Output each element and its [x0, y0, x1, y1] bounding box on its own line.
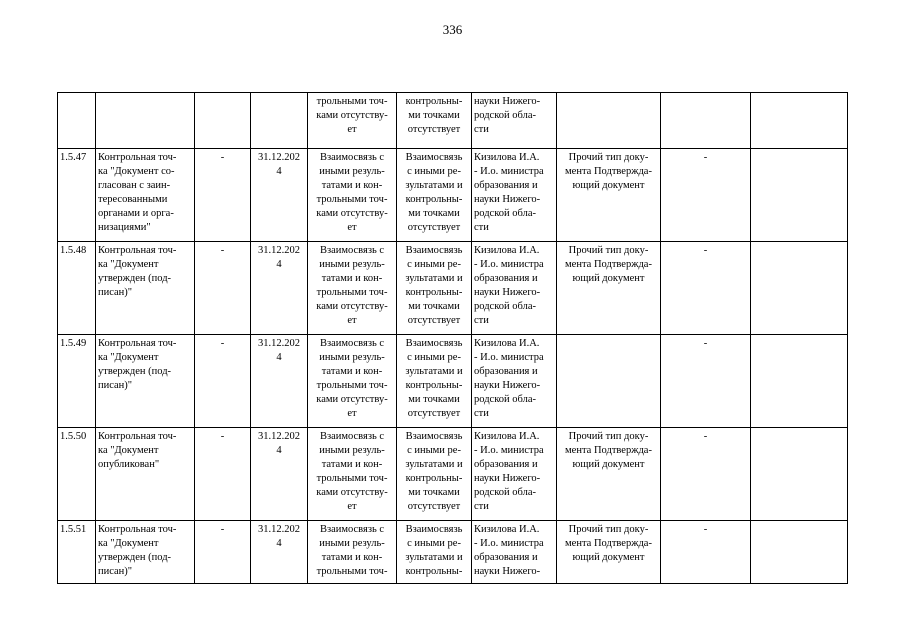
row-number-cell	[58, 93, 96, 149]
extra-value: -	[703, 338, 708, 349]
doc-type: Прочий тип доку- мента Подтвержда- ющий документ	[565, 524, 652, 563]
row-number: 1.5.49	[60, 338, 87, 349]
last-cell	[751, 521, 848, 584]
relation-results: Взаимосвязь с иными резуль- татами и кон- трольными точ- ками отсутству- ет	[316, 431, 388, 512]
last-cell	[751, 93, 848, 149]
table-row	[58, 93, 848, 149]
row-number-cell	[58, 149, 96, 242]
doc-type-cell	[557, 242, 661, 335]
extra-value: -	[703, 431, 708, 442]
relation-results: трольными точ- ками отсутству- ет	[316, 96, 388, 135]
relation-points: Взаимосвязь с иными ре- зультатами и контрольны-	[405, 524, 463, 577]
control-point-name-cell	[96, 521, 195, 584]
dash-value: -	[220, 524, 225, 535]
date-cell	[251, 93, 308, 149]
row-number-cell	[58, 428, 96, 521]
dash-cell	[195, 521, 251, 584]
relation-results: Взаимосвязь с иными резуль- татами и кон- трольными точ- ками отсутству- ет	[316, 245, 388, 326]
page-number: 336	[442, 22, 463, 37]
table-row	[58, 149, 848, 242]
control-point-name: Контрольная точ- ка "Документ со- гласован с заин- тересованными органами и орга- низациями"	[98, 152, 177, 233]
date-value: 31.12.202 4	[258, 431, 300, 456]
executor-cell	[472, 93, 557, 149]
executor-cell	[472, 149, 557, 242]
doc-type: Прочий тип доку- мента Подтвержда- ющий документ	[565, 152, 652, 191]
relation-points: Взаимосвязь с иными ре- зультатами и контрольны- ми точками отсутствует	[405, 431, 463, 512]
control-point-name: Контрольная точ- ка "Документ утвержден (под- писан)"	[98, 338, 177, 391]
relation-points-cell	[397, 335, 472, 428]
executor-cell	[472, 242, 557, 335]
last-cell	[751, 149, 848, 242]
row-number-cell	[58, 335, 96, 428]
relation-points-cell	[397, 428, 472, 521]
date-cell	[251, 242, 308, 335]
extra-cell	[661, 335, 751, 428]
doc-type: Прочий тип доку- мента Подтвержда- ющий документ	[565, 431, 652, 470]
control-point-name-cell	[96, 149, 195, 242]
control-points-table	[57, 92, 848, 584]
relation-results-cell	[308, 149, 397, 242]
extra-cell	[661, 93, 751, 149]
control-point-name: Контрольная точ- ка "Документ утвержден (под- писан)"	[98, 524, 177, 577]
doc-type-cell	[557, 149, 661, 242]
relation-results: Взаимосвязь с иными резуль- татами и кон- трольными точ- ками отсутству- ет	[316, 338, 388, 419]
extra-cell	[661, 149, 751, 242]
last-cell	[751, 428, 848, 521]
dash-cell	[195, 149, 251, 242]
executor: Кизилова И.А. - И.о. министра образования и науки Нижего- родской обла- сти	[474, 338, 544, 419]
row-number: 1.5.51	[60, 524, 87, 535]
dash-cell	[195, 93, 251, 149]
table-row	[58, 335, 848, 428]
relation-points-cell	[397, 521, 472, 584]
row-number: 1.5.48	[60, 245, 87, 256]
doc-type-cell	[557, 93, 661, 149]
dash-value: -	[220, 152, 225, 163]
table-row	[58, 242, 848, 335]
doc-type-cell	[557, 335, 661, 428]
row-number-cell	[58, 521, 96, 584]
executor-cell	[472, 521, 557, 584]
date-cell	[251, 149, 308, 242]
relation-points: Взаимосвязь с иными ре- зультатами и контрольны- ми точками отсутствует	[405, 245, 463, 326]
relation-points-cell	[397, 93, 472, 149]
extra-cell	[661, 242, 751, 335]
date-cell	[251, 335, 308, 428]
extra-value: -	[703, 245, 708, 256]
relation-results-cell	[308, 521, 397, 584]
control-point-name: Контрольная точ- ка "Документ утвержден (под- писан)"	[98, 245, 177, 298]
date-value: 31.12.202 4	[258, 152, 300, 177]
date-cell	[251, 428, 308, 521]
executor: Кизилова И.А. - И.о. министра образования и науки Нижего- родской обла- сти	[474, 431, 544, 512]
table-row	[58, 428, 848, 521]
relation-points: Взаимосвязь с иными ре- зультатами и контрольны- ми точками отсутствует	[405, 338, 463, 419]
table-row	[58, 521, 848, 584]
dash-cell	[195, 335, 251, 428]
relation-points: Взаимосвязь с иными ре- зультатами и контрольны- ми точками отсутствует	[405, 152, 463, 233]
last-cell	[751, 242, 848, 335]
date-value: 31.12.202 4	[258, 338, 300, 363]
dash-value: -	[220, 431, 225, 442]
dash-cell	[195, 428, 251, 521]
dash-cell	[195, 242, 251, 335]
relation-points: контрольны- ми точками отсутствует	[405, 96, 463, 135]
date-value: 31.12.202 4	[258, 524, 300, 549]
executor: Кизилова И.А. - И.о. министра образования и науки Нижего-	[474, 524, 544, 577]
executor-cell	[472, 335, 557, 428]
doc-type-cell	[557, 521, 661, 584]
date-cell	[251, 521, 308, 584]
doc-type-cell	[557, 428, 661, 521]
executor-cell	[472, 428, 557, 521]
last-cell	[751, 335, 848, 428]
executor: науки Нижего- родской обла- сти	[474, 96, 541, 135]
control-point-name-cell	[96, 428, 195, 521]
extra-value: -	[703, 152, 708, 163]
dash-value: -	[220, 245, 225, 256]
executor: Кизилова И.А. - И.о. министра образования и науки Нижего- родской обла- сти	[474, 245, 544, 326]
relation-results: Взаимосвязь с иными резуль- татами и кон- трольными точ-	[316, 524, 388, 577]
dash-value: -	[220, 338, 225, 349]
relation-points-cell	[397, 149, 472, 242]
row-number-cell	[58, 242, 96, 335]
relation-results-cell	[308, 428, 397, 521]
relation-results-cell	[308, 93, 397, 149]
relation-points-cell	[397, 242, 472, 335]
extra-cell	[661, 521, 751, 584]
control-point-name: Контрольная точ- ка "Документ опубликован"	[98, 431, 177, 470]
control-point-name-cell	[96, 335, 195, 428]
row-number: 1.5.47	[60, 152, 87, 163]
row-number: 1.5.50	[60, 431, 87, 442]
date-value: 31.12.202 4	[258, 245, 300, 270]
control-point-name-cell	[96, 242, 195, 335]
relation-results-cell	[308, 335, 397, 428]
extra-value: -	[703, 524, 708, 535]
executor: Кизилова И.А. - И.о. министра образования и науки Нижего- родской обла- сти	[474, 152, 544, 233]
extra-cell	[661, 428, 751, 521]
control-point-name-cell	[96, 93, 195, 149]
relation-results-cell	[308, 242, 397, 335]
relation-results: Взаимосвязь с иными резуль- татами и кон- трольными точ- ками отсутству- ет	[316, 152, 388, 233]
doc-type: Прочий тип доку- мента Подтвержда- ющий документ	[565, 245, 652, 284]
